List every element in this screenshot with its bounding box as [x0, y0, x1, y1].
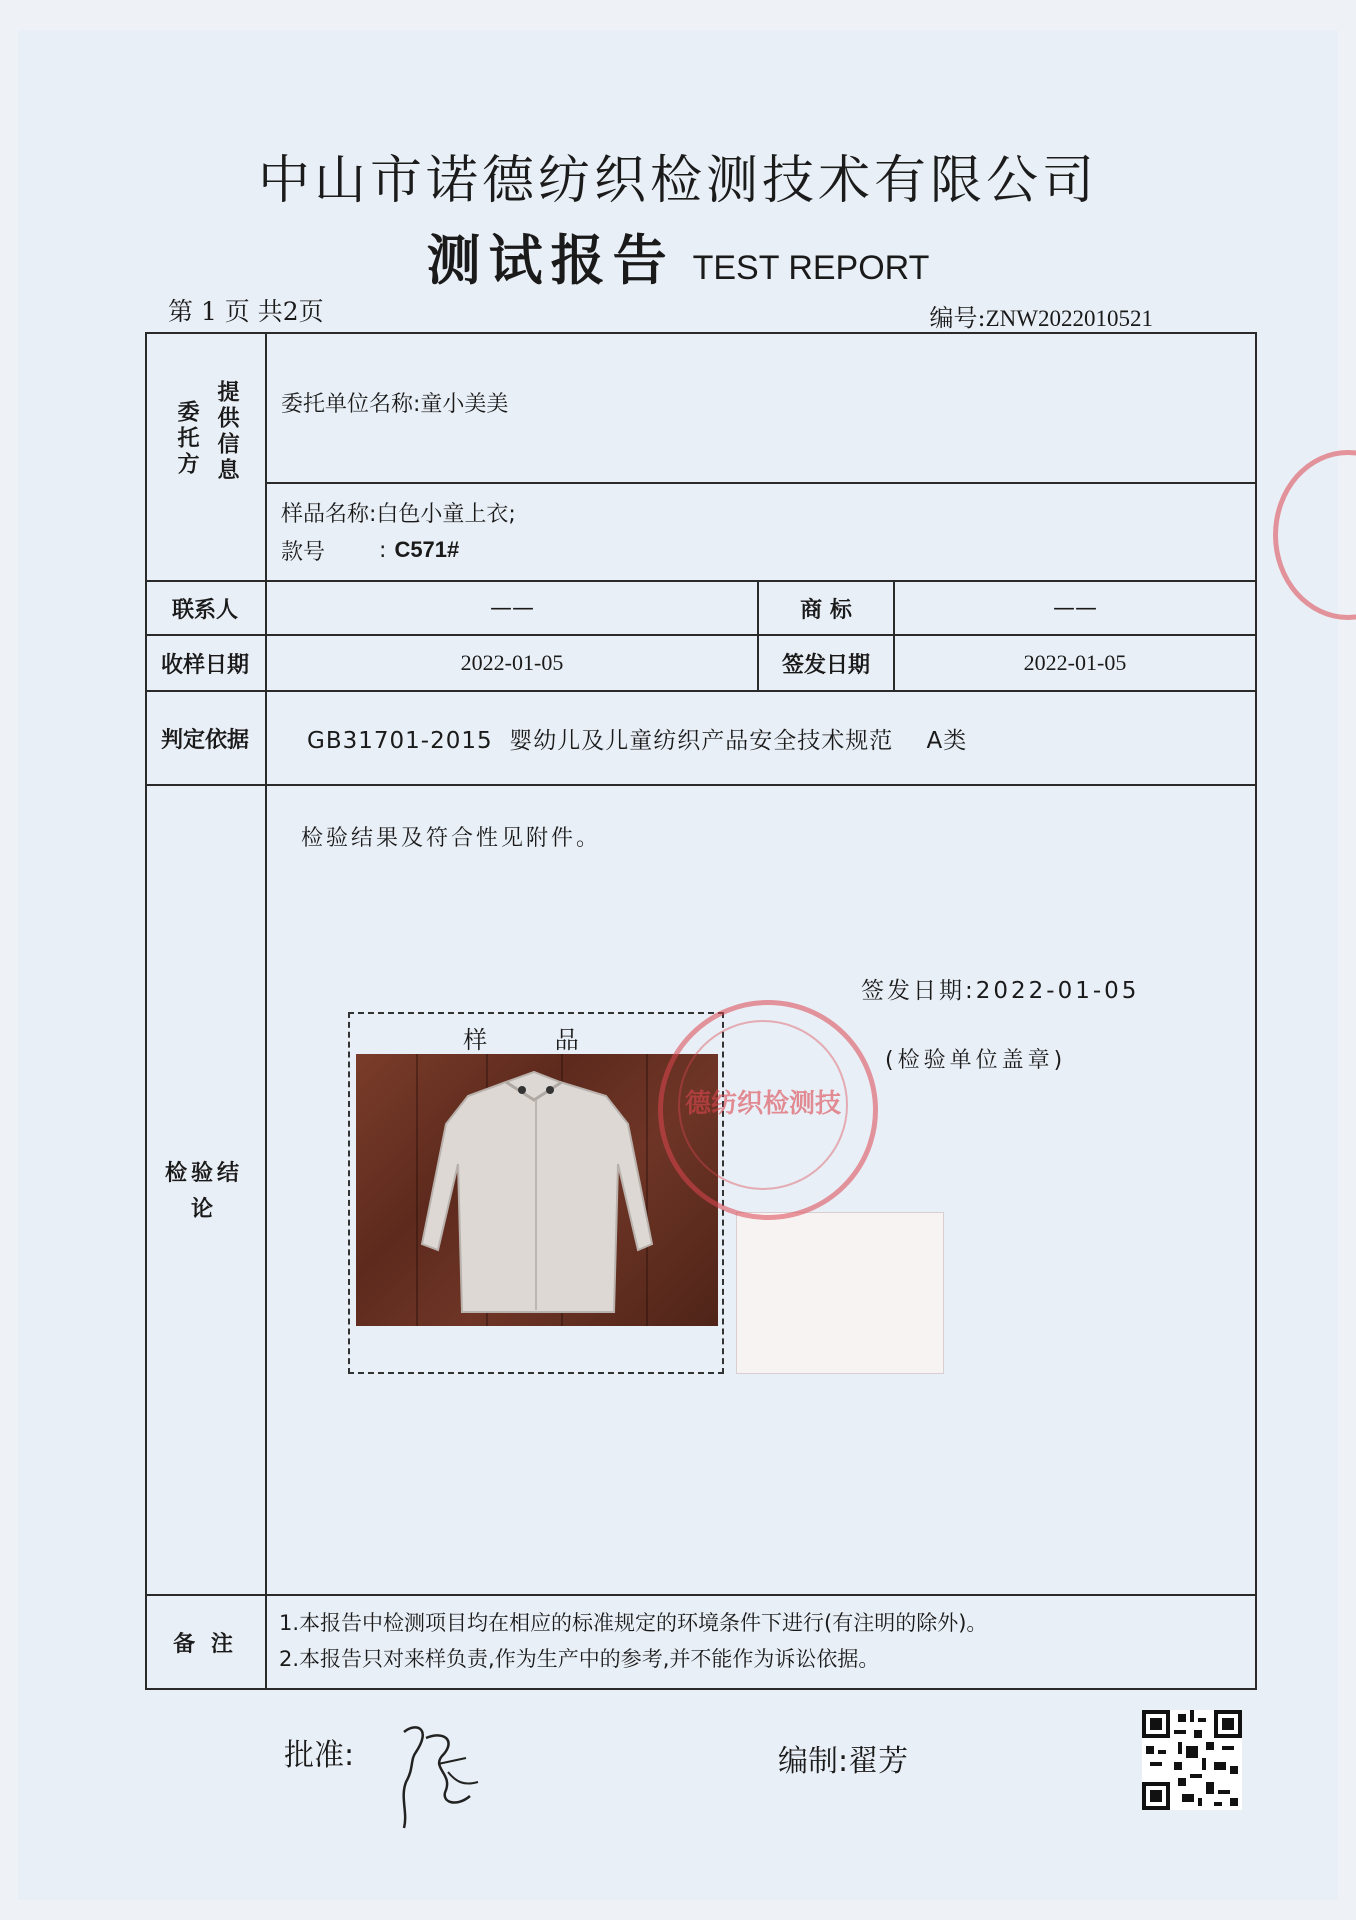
remarks-line-1: 1.本报告中检测项目均在相应的标准规定的环境条件下进行(有注明的除外)。 [279, 1611, 988, 1635]
contact-label: 联系人 [171, 597, 238, 623]
client-unit [281, 382, 508, 422]
client-unit-label: 委托单位名称: [281, 391, 421, 417]
approver-signature [386, 1712, 496, 1842]
inspection-seal [658, 1000, 878, 1220]
style-number [281, 530, 459, 570]
client-label-b: 提供信息 [214, 380, 239, 484]
received-date-label: 收样日期 [160, 652, 249, 678]
remarks-label: 备 注 [173, 1631, 237, 1657]
conclusion-seal-note: (检验单位盖章) [885, 1047, 1067, 1073]
conclusion-label: 检验结论 [164, 1161, 243, 1222]
style-number-sep: : [379, 537, 387, 563]
qr-code [1142, 1710, 1242, 1810]
trademark-label: 商 标 [800, 597, 852, 623]
page-info: 第 1 页 共2页 [168, 297, 324, 326]
sample-name-value: 白色小童上衣; [376, 501, 516, 527]
company-name: 中山市诺德纺织检测技术有限公司 [257, 151, 1098, 211]
compile-label [778, 1736, 908, 1780]
report-number-label: 编号: [929, 304, 986, 332]
basis-label: 判定依据 [160, 727, 249, 753]
report-title-cn: 测试报告 [426, 229, 675, 292]
report-title [18, 218, 1338, 295]
received-date-value: 2022-01-05 [460, 650, 564, 675]
report-number-value: ZNW2022010521 [985, 306, 1153, 331]
sample-name-label: 样品名称: [281, 501, 377, 527]
remarks-line-2: 2.本报告只对来样负责,作为生产中的参考,并不能作为诉讼依据。 [279, 1647, 880, 1671]
approve-label: 批准: [284, 1738, 355, 1773]
trademark-value: —— [1053, 595, 1097, 621]
client-unit-value: 童小美美 [420, 391, 509, 417]
client-label-a: 委托方 [174, 400, 199, 478]
compiler-name: 翟芳 [848, 1744, 909, 1779]
fabric-swatch [736, 1212, 944, 1374]
report-sheet [18, 30, 1338, 1900]
compile-label-text: 编制: [778, 1744, 849, 1779]
report-title-en: TEST REPORT [692, 249, 930, 287]
issue-date-value: 2022-01-05 [1023, 650, 1127, 675]
edge-seal [1273, 450, 1356, 620]
seal-text: 德纺织检测技 [684, 1089, 842, 1119]
style-number-value: C571# [394, 537, 460, 562]
style-number-label: 款号 [281, 539, 326, 565]
sample-name [281, 492, 516, 532]
issue-date-label: 签发日期 [781, 652, 870, 678]
conclusion-sign-date: 签发日期:2022-01-05 [861, 977, 1140, 1004]
report-number [930, 298, 1153, 333]
basis-value: GB31701-2015 婴幼儿及儿童纺织产品安全技术规范 A类 [307, 727, 968, 754]
contact-value: —— [490, 595, 534, 621]
conclusion-text: 检验结果及符合性见附件。 [301, 825, 602, 851]
sample-caption: 样 品 [463, 1026, 609, 1054]
